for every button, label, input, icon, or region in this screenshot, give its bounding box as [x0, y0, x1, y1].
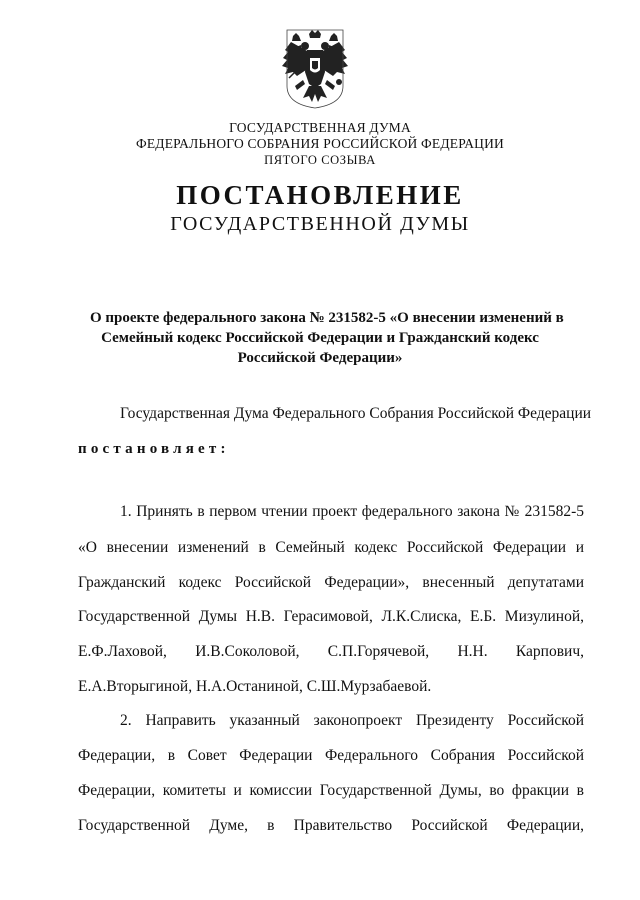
item2-line: Федерации, в Совет Федерации Федерального Собрания Российской [78, 747, 584, 764]
document-type-title: ПОСТАНОВЛЕНИЕ [176, 180, 464, 210]
header-convocation: ПЯТОГО СОЗЫВА [264, 153, 376, 167]
item2-line: 2. Направить указанный законопроект Президенту Российской [120, 712, 584, 729]
item1-line: Е.Ф.Лаховой, И.В.Соколовой, С.П.Горячевой, Н.Н. Карпович, [78, 643, 584, 660]
item1-line: 1. Принять в первом чтении проект федерального закона № 231582-5 [120, 503, 584, 520]
document-issuer: ГОСУДАРСТВЕННОЙ ДУМЫ [170, 213, 470, 235]
subject-line: Российской Федерации» [237, 350, 403, 366]
item1-line: Государственной Думы Н.В. Герасимовой, Л.К.Слиска, Е.Б. Мизулиной, [78, 608, 584, 625]
coat-of-arms-icon [279, 28, 351, 110]
subject-line: О проекте федерального закона № 231582-5 «О внесении изменений в [90, 310, 564, 326]
item1-line: Е.А.Вторыгиной, Н.А.Останиной, С.Ш.Мурзабаевой. [78, 678, 432, 695]
item2-line: Государственной Думе, в Правительство Российской Федерации, [78, 817, 584, 834]
item2-line: Федерации, комитеты и комиссии Государственной Думы, во фракции в [78, 782, 584, 799]
header-duma: ГОСУДАРСТВЕННАЯ ДУМА [229, 120, 411, 135]
item1-line: Гражданский кодекс Российской Федерации», внесенный депутатами [78, 574, 584, 591]
item1-line: «О внесении изменений в Семейный кодекс Российской Федерации и [78, 539, 584, 556]
header-federal-assembly: ФЕДЕРАЛЬНОГО СОБРАНИЯ РОССИЙСКОЙ ФЕДЕРАЦИИ [136, 136, 504, 151]
document-subject [90, 308, 564, 368]
subject-line: Семейный кодекс Российской Федерации и Гражданский кодекс [101, 330, 539, 346]
resolves-word: постановляет: [78, 441, 230, 457]
intro-paragraph: Государственная Дума Федерального Собрания Российской Федерации [120, 405, 592, 422]
